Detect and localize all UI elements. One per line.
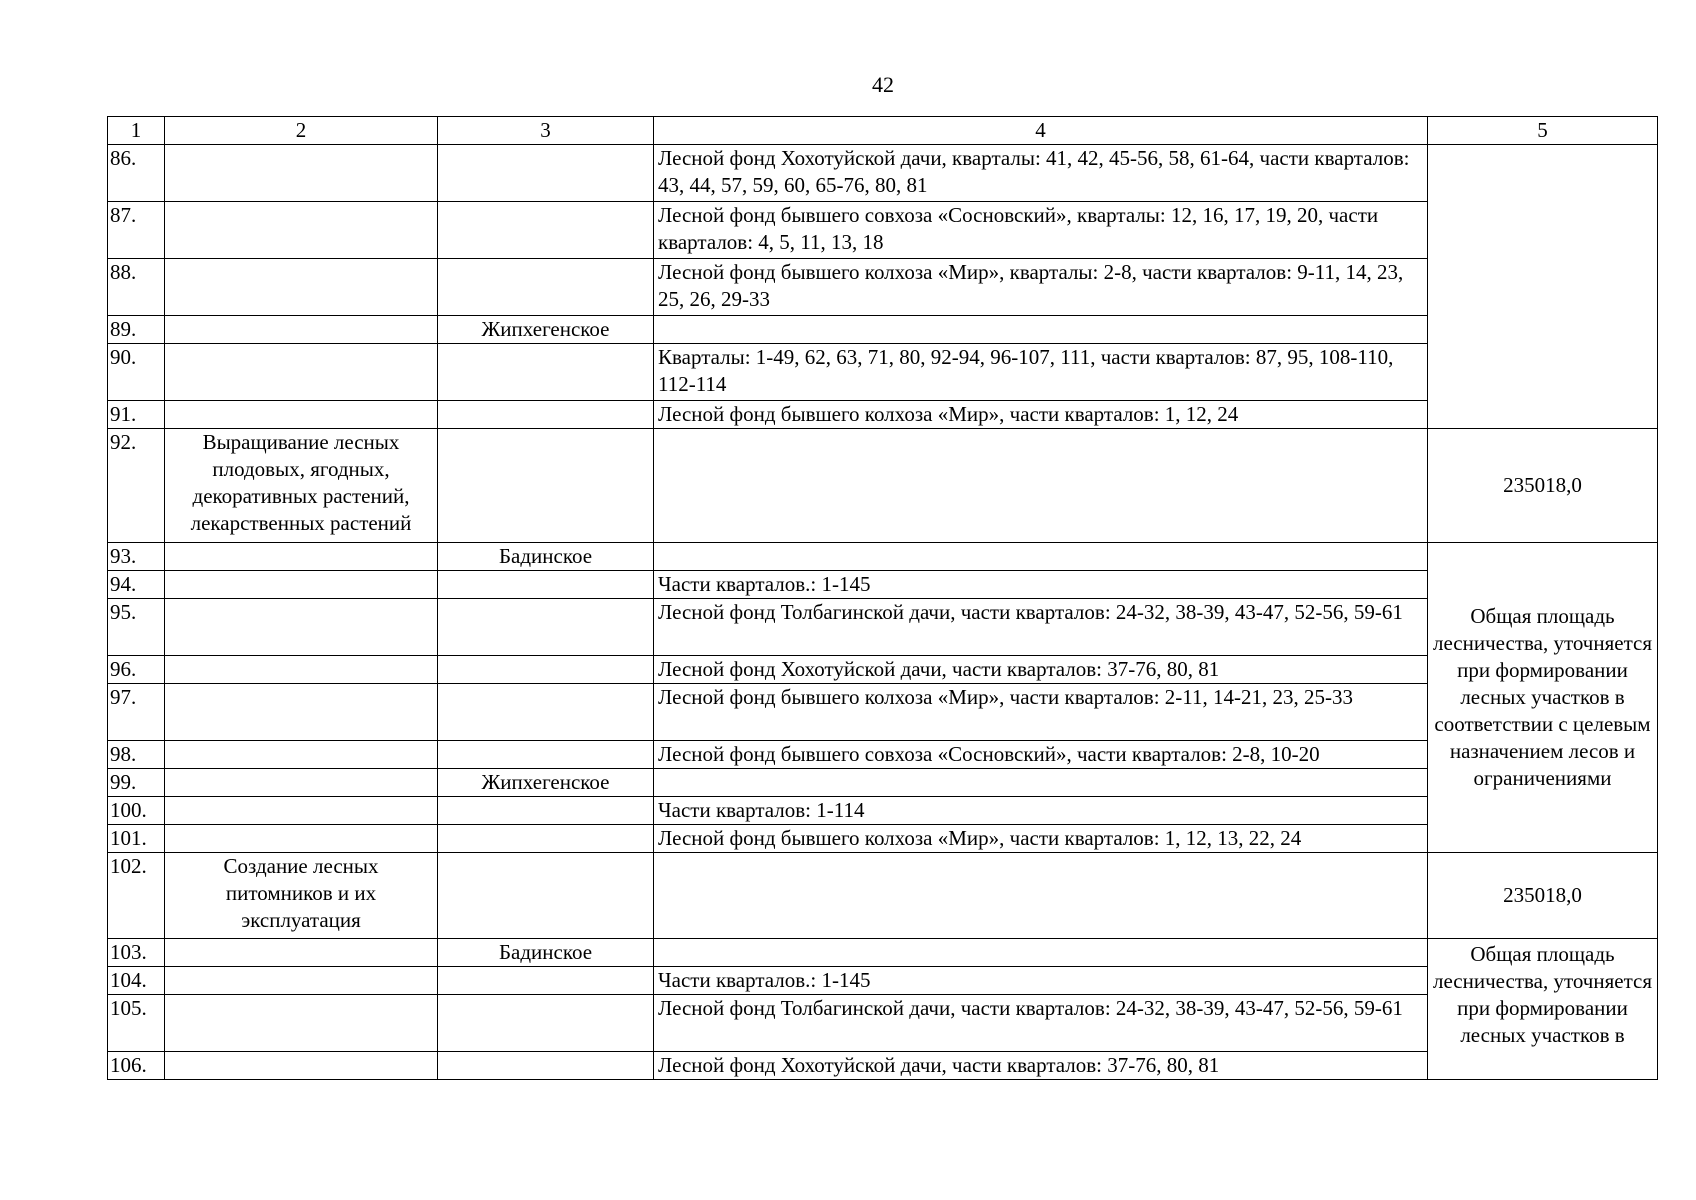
activity-cell — [165, 684, 438, 741]
quarters-cell: Лесной фонд бывшего колхоза «Мир», кварталы: 2-8, части кварталов: 9-11, 14, 23, 25, 26, 29-33 — [654, 259, 1428, 316]
row-number: 105. — [108, 995, 165, 1052]
forestry-cell: Бадинское — [438, 939, 654, 967]
header-col-3: 3 — [438, 117, 654, 145]
activity-cell — [165, 825, 438, 853]
quarters-cell — [654, 853, 1428, 939]
activity-cell — [165, 995, 438, 1052]
quarters-cell — [654, 429, 1428, 543]
forestry-cell — [438, 995, 654, 1052]
area-note-cell: Общая площадь лесничества, уточняется при формировании лесных участков в — [1428, 939, 1658, 1080]
quarters-cell: Части кварталов.: 1-145 — [654, 571, 1428, 599]
row-number: 95. — [108, 599, 165, 656]
row-number: 91. — [108, 401, 165, 429]
quarters-cell: Кварталы: 1-49, 62, 63, 71, 80, 92-94, 96-107, 111, части кварталов: 87, 95, 108-110, 112-114 — [654, 344, 1428, 401]
quarters-cell — [654, 316, 1428, 344]
quarters-cell: Части кварталов: 1-114 — [654, 797, 1428, 825]
header-col-2: 2 — [165, 117, 438, 145]
activity-cell — [165, 145, 438, 202]
activity-cell — [165, 741, 438, 769]
table-row — [108, 344, 1658, 401]
activity-cell — [165, 656, 438, 684]
header-col-4: 4 — [654, 117, 1428, 145]
row-number: 86. — [108, 145, 165, 202]
activity-cell — [165, 543, 438, 571]
table-row — [108, 259, 1658, 316]
table-row — [108, 684, 1658, 741]
forestry-cell: Жипхегенское — [438, 316, 654, 344]
row-number: 102. — [108, 853, 165, 939]
activity-cell — [165, 939, 438, 967]
table-row — [108, 939, 1658, 967]
area-note-cell: Общая площадь лесничества, уточняется при формировании лесных участков в соответствии с целевым назначением лесов и ограничениями — [1428, 543, 1658, 853]
row-number: 88. — [108, 259, 165, 316]
table-row — [108, 797, 1658, 825]
activity-cell: Выращивание лесных плодовых, ягодных, декоративных растений, лекарственных растений — [165, 429, 438, 543]
table-row — [108, 769, 1658, 797]
activity-cell — [165, 797, 438, 825]
quarters-cell: Лесной фонд бывшего совхоза «Сосновский», кварталы: 12, 16, 17, 19, 20, части кварталов: 4, 5, 11, 13, 18 — [654, 202, 1428, 259]
row-number: 98. — [108, 741, 165, 769]
area-cell-empty — [1428, 145, 1658, 429]
activity-cell — [165, 967, 438, 995]
table-row — [108, 401, 1658, 429]
area-cell: 235018,0 — [1428, 853, 1658, 939]
activity-cell — [165, 344, 438, 401]
activity-cell — [165, 259, 438, 316]
quarters-cell: Лесной фонд Хохотуйской дачи, кварталы: 41, 42, 45-56, 58, 61-64, части кварталов: 43, 44, 57, 59, 60, 65-76, 80, 81 — [654, 145, 1428, 202]
table-row — [108, 656, 1658, 684]
forestry-cell — [438, 145, 654, 202]
row-number: 94. — [108, 571, 165, 599]
table-row — [108, 571, 1658, 599]
activity-cell — [165, 202, 438, 259]
forestry-cell: Бадинское — [438, 543, 654, 571]
table-row — [108, 316, 1658, 344]
activity-cell — [165, 316, 438, 344]
table-row — [108, 1052, 1658, 1080]
forestry-cell — [438, 825, 654, 853]
row-number: 99. — [108, 769, 165, 797]
forestry-cell — [438, 599, 654, 656]
row-number: 93. — [108, 543, 165, 571]
forestry-cell — [438, 1052, 654, 1080]
quarters-cell — [654, 543, 1428, 571]
table-row — [108, 543, 1658, 571]
activity-cell: Создание лесных питомников и их эксплуатация — [165, 853, 438, 939]
area-cell: 235018,0 — [1428, 429, 1658, 543]
row-number: 90. — [108, 344, 165, 401]
table-row — [108, 825, 1658, 853]
forestry-cell — [438, 797, 654, 825]
table-row — [108, 145, 1658, 202]
forestry-cell — [438, 853, 654, 939]
quarters-cell — [654, 939, 1428, 967]
quarters-cell: Части кварталов.: 1-145 — [654, 967, 1428, 995]
row-number: 87. — [108, 202, 165, 259]
page-number: 42 — [872, 72, 894, 97]
row-number: 104. — [108, 967, 165, 995]
forest-usage-table — [107, 116, 1658, 1080]
row-number: 89. — [108, 316, 165, 344]
quarters-cell: Лесной фонд Хохотуйской дачи, части кварталов: 37-76, 80, 81 — [654, 656, 1428, 684]
forestry-cell — [438, 967, 654, 995]
table-row — [108, 202, 1658, 259]
forestry-cell — [438, 741, 654, 769]
quarters-cell: Лесной фонд Толбагинской дачи, части кварталов: 24-32, 38-39, 43-47, 52-56, 59-61 — [654, 599, 1428, 656]
row-number: 106. — [108, 1052, 165, 1080]
row-number: 96. — [108, 656, 165, 684]
header-col-5: 5 — [1428, 117, 1658, 145]
forestry-cell — [438, 656, 654, 684]
activity-cell — [165, 599, 438, 656]
forestry-cell — [438, 202, 654, 259]
forestry-cell — [438, 344, 654, 401]
header-col-1: 1 — [108, 117, 165, 145]
table-row — [108, 967, 1658, 995]
forestry-cell — [438, 401, 654, 429]
row-number: 97. — [108, 684, 165, 741]
quarters-cell: Лесной фонд бывшего колхоза «Мир», части кварталов: 1, 12, 24 — [654, 401, 1428, 429]
forestry-cell — [438, 259, 654, 316]
table-row — [108, 995, 1658, 1052]
forestry-cell — [438, 684, 654, 741]
quarters-cell: Лесной фонд бывшего совхоза «Сосновский», части кварталов: 2-8, 10-20 — [654, 741, 1428, 769]
row-number: 103. — [108, 939, 165, 967]
activity-cell — [165, 1052, 438, 1080]
activity-cell — [165, 571, 438, 599]
activity-cell — [165, 401, 438, 429]
row-number: 100. — [108, 797, 165, 825]
row-number: 92. — [108, 429, 165, 543]
forestry-cell: Жипхегенское — [438, 769, 654, 797]
table-row — [108, 429, 1658, 543]
table-row — [108, 853, 1658, 939]
forestry-cell — [438, 571, 654, 599]
table-header-row — [108, 117, 1658, 145]
quarters-cell: Лесной фонд бывшего колхоза «Мир», части кварталов: 2-11, 14-21, 23, 25-33 — [654, 684, 1428, 741]
quarters-cell — [654, 769, 1428, 797]
table-row — [108, 741, 1658, 769]
quarters-cell: Лесной фонд Хохотуйской дачи, части кварталов: 37-76, 80, 81 — [654, 1052, 1428, 1080]
quarters-cell: Лесной фонд Толбагинской дачи, части кварталов: 24-32, 38-39, 43-47, 52-56, 59-61 — [654, 995, 1428, 1052]
table-row — [108, 599, 1658, 656]
row-number: 101. — [108, 825, 165, 853]
quarters-cell: Лесной фонд бывшего колхоза «Мир», части кварталов: 1, 12, 13, 22, 24 — [654, 825, 1428, 853]
forestry-cell — [438, 429, 654, 543]
activity-cell — [165, 769, 438, 797]
